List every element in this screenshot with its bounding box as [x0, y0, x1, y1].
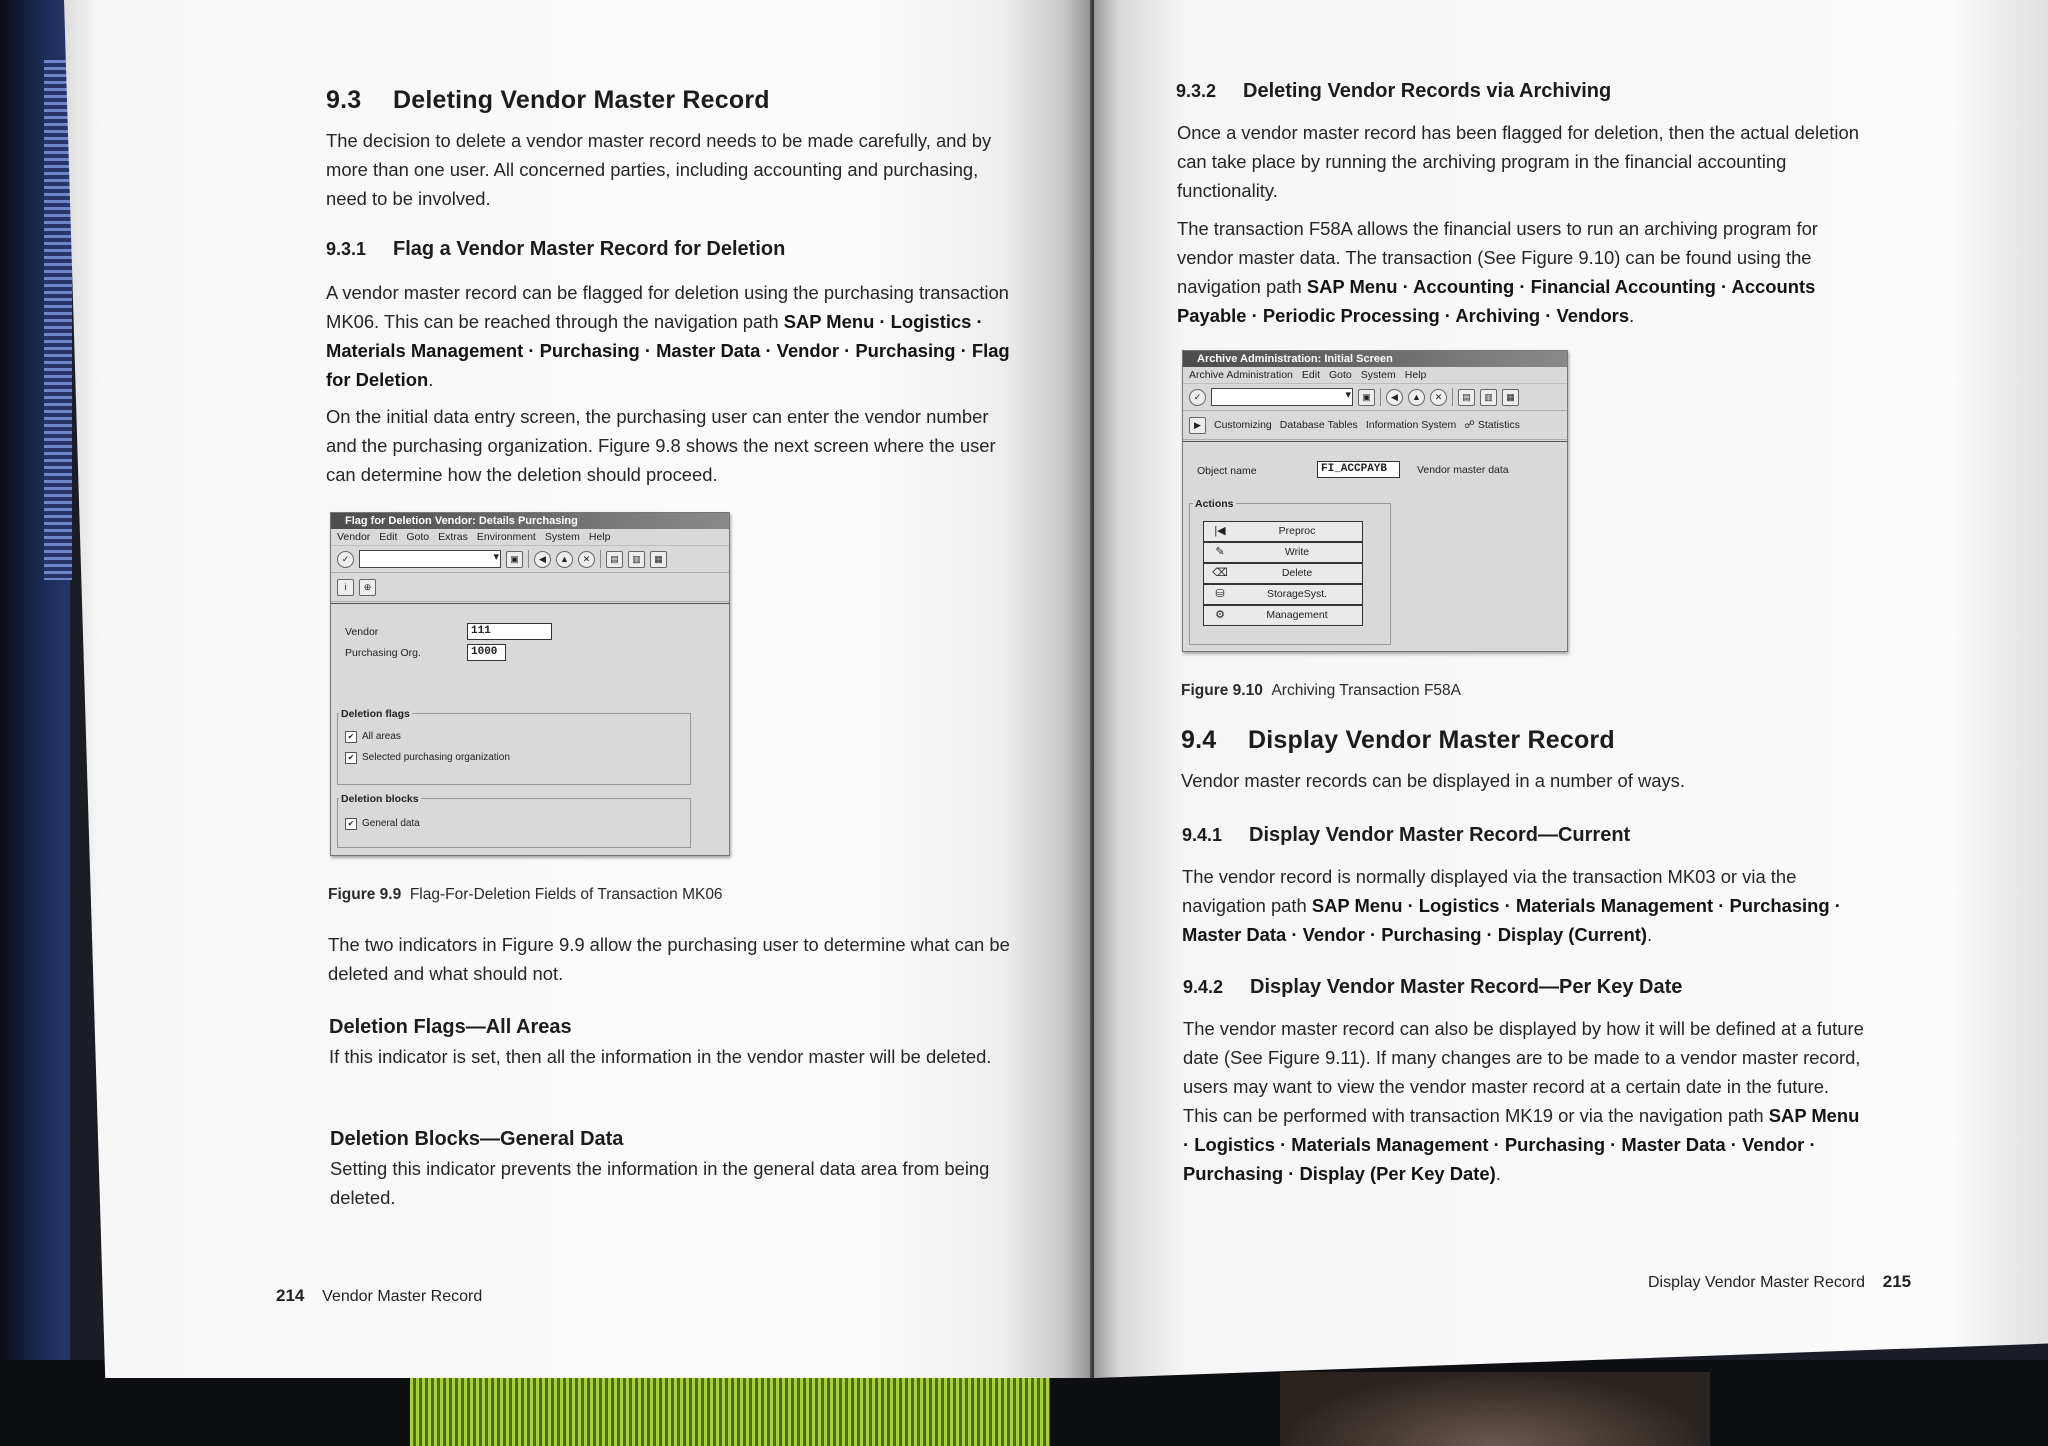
paragraph-text-end: . [1646, 924, 1653, 945]
paragraph-display-key-date [1183, 1014, 1867, 1188]
object-name-field[interactable]: FI_ACCPAYB [1317, 461, 1400, 478]
checkbox-all-areas[interactable]: ✔ All areas [345, 731, 401, 743]
section-number: 9.3 [326, 86, 362, 114]
paragraph-archiving-intro: Once a vendor master record has been flagged for deletion, then the actual deletion can take place by running the archiving program in the financial accounting functionality. [1177, 122, 1859, 201]
menu-goto[interactable]: Goto [1328, 369, 1352, 381]
toolbar-separator [600, 550, 601, 568]
navigation-path: SAP Menu · Logistics · Materials Management · Purchasing · Master Data · Vendor · Purchasing · Flag for Deletion [326, 311, 1010, 390]
management-icon: ⚙ [1215, 609, 1225, 621]
application-toolbar [1183, 411, 1567, 440]
management-label: Management [1266, 609, 1328, 621]
customizing-button[interactable]: Customizing [1214, 419, 1272, 431]
sap-window-flag-deletion [330, 512, 730, 856]
paragraph-text-end: . [1629, 305, 1635, 326]
deletion-blocks-title: Deletion blocks [341, 793, 419, 805]
vendor-field[interactable]: 111 [467, 623, 552, 640]
command-field[interactable] [359, 550, 501, 568]
cancel-icon[interactable]: ✕ [578, 551, 595, 568]
find-next-icon[interactable]: ▦ [1502, 389, 1519, 406]
right-page-footer [1648, 1272, 1911, 1292]
paragraph-flag-deletion [326, 278, 1012, 394]
enter-icon[interactable]: ✓ [1189, 389, 1206, 406]
deletion-flags-group [337, 713, 691, 785]
standard-toolbar [331, 546, 729, 573]
navigation-path: SAP Menu · Logistics · Materials Management · Purchasing · Master Data · Vendor · Purchasing · Display (Per Key Date) [1183, 1105, 1860, 1184]
menu-goto[interactable]: Goto [406, 531, 430, 543]
paragraph-initial-screen: On the initial data entry screen, the purchasing user can enter the vendor number and the purchasing organization. Figure 9.8 shows the next screen where the user can determine how the deletion should proceed. [326, 406, 996, 485]
section-heading-9-4-2 [1183, 976, 1682, 999]
paragraph-display-ways: Vendor master records can be displayed in a number of ways. [1181, 770, 1685, 791]
running-footer: Display Vendor Master Record [1648, 1274, 1865, 1291]
section-title: Display Vendor Master Record [1248, 726, 1615, 754]
other-vendor-icon[interactable]: ⊕ [359, 579, 376, 596]
execute-icon[interactable]: ▶ [1189, 417, 1206, 434]
standard-toolbar [1183, 384, 1567, 411]
sap-window-archive-admin [1182, 350, 1568, 652]
figure-number: Figure 9.10 [1181, 682, 1263, 699]
window-title: Archive Administration: Initial Screen [1183, 351, 1567, 367]
management-button[interactable] [1203, 605, 1363, 626]
section-heading-9-3-2 [1176, 80, 1611, 103]
toolbar-separator [528, 550, 529, 568]
left-page-footer [276, 1286, 482, 1306]
menu-bar [331, 529, 729, 546]
toolbar-separator [1380, 388, 1381, 406]
menu-edit[interactable]: Edit [1301, 369, 1320, 381]
delete-button[interactable] [1203, 563, 1363, 584]
page-number: 214 [276, 1286, 305, 1305]
section-number: 9.4.1 [1182, 825, 1223, 845]
preproc-label: Preproc [1278, 525, 1316, 537]
cancel-icon[interactable]: ✕ [1430, 389, 1447, 406]
preproc-icon: |◀ [1214, 525, 1226, 537]
save-icon[interactable]: ▣ [506, 551, 523, 568]
find-icon[interactable]: ▥ [628, 551, 645, 568]
menu-extras[interactable]: Extras [438, 531, 468, 543]
paragraph-text: The vendor master record can also be displayed by how it will be defined at a future date (See Figure 9.11). If many changes are to be made to a vendor master record, users may want to view the vendor master record at a certain date in the future. This can be performed with transaction MK19 or via the navigation path [1183, 1018, 1864, 1126]
storage-label: StorageSyst. [1266, 588, 1328, 600]
purchasing-org-label: Purchasing Org. [345, 647, 421, 659]
paragraph-text: The vendor record is normally displayed via the transaction MK03 or via the navigation path [1182, 866, 1797, 916]
back-icon[interactable]: ◀ [1386, 389, 1403, 406]
figure-number: Figure 9.9 [328, 886, 402, 903]
menu-vendor[interactable]: Vendor [337, 531, 371, 543]
menu-archive-administration[interactable]: Archive Administration [1189, 369, 1293, 381]
section-number: 9.4 [1181, 726, 1217, 754]
application-toolbar [331, 573, 729, 602]
section-heading-9-4-1 [1182, 824, 1630, 847]
paragraph-two-indicators: The two indicators in Figure 9.9 allow the purchasing user to determine what can be deleted and what should not. [328, 934, 1010, 984]
paragraph-text: A vendor master record can be flagged for deletion using the purchasing transaction MK06. This can be reached through the navigation path [326, 282, 1009, 332]
write-label: Write [1284, 546, 1310, 558]
figure-caption-9-10 [1181, 682, 1461, 700]
figure-caption-text: Flag-For-Deletion Fields of Transaction MK06 [409, 886, 723, 903]
paragraph-text-end: . [1495, 1163, 1501, 1184]
background-green-fabric [410, 1372, 1050, 1446]
menu-help[interactable]: Help [588, 531, 611, 543]
find-next-icon[interactable]: ▦ [650, 551, 667, 568]
enter-icon[interactable]: ✓ [337, 551, 354, 568]
divider [331, 603, 729, 604]
paragraph-intro: The decision to delete a vendor master record needs to be made carefully, and by more than one user. All concerned parties, including accounting and purchasing, need to be involved. [326, 130, 992, 209]
purchasing-org-field[interactable]: 1000 [467, 644, 506, 661]
section-heading-9-3-1 [326, 238, 785, 261]
menu-help[interactable]: Help [1404, 369, 1427, 381]
print-icon[interactable]: ▤ [1458, 389, 1475, 406]
paragraph-display-current [1182, 862, 1866, 949]
storage-system-button[interactable] [1203, 584, 1363, 605]
find-icon[interactable]: ▥ [1480, 389, 1497, 406]
paragraph-deletion-blocks: Setting this indicator prevents the information in the general data area from being deleted. [330, 1158, 990, 1208]
window-title: Flag for Deletion Vendor: Details Purchasing [331, 513, 729, 529]
database-tables-button[interactable]: Database Tables [1279, 419, 1358, 431]
preproc-button[interactable] [1203, 521, 1363, 542]
section-title: Display Vendor Master Record—Per Key Date [1250, 976, 1683, 998]
statistics-icon: ☍ [1464, 419, 1478, 431]
exit-icon[interactable]: ▲ [556, 551, 573, 568]
background-dark-object [1280, 1372, 1710, 1446]
delete-icon: ⌫ [1212, 567, 1228, 579]
figure-caption-text: Archiving Transaction F58A [1271, 682, 1462, 699]
write-icon: ✎ [1215, 546, 1225, 558]
save-icon[interactable]: ▣ [1358, 389, 1375, 406]
running-footer: Vendor Master Record [322, 1288, 483, 1305]
section-title: Flag a Vendor Master Record for Deletion [393, 238, 786, 260]
navigation-path: SAP Menu · Logistics · Materials Management · Purchasing · Master Data · Vendor · Purchasing · Display (Current) [1182, 895, 1841, 945]
object-description: Vendor master data [1417, 464, 1509, 476]
storage-icon: ⛁ [1215, 588, 1225, 600]
menu-system[interactable]: System [1360, 369, 1396, 381]
deletion-flags-title: Deletion flags [341, 708, 410, 720]
section-title: Deleting Vendor Master Record [393, 86, 770, 114]
toolbar-separator [1452, 388, 1453, 406]
divider [1183, 441, 1567, 442]
figure-caption-9-9 [328, 886, 723, 904]
write-button[interactable] [1203, 542, 1363, 563]
delete-label: Delete [1281, 567, 1313, 579]
information-system-button[interactable]: Information System [1365, 419, 1457, 431]
print-icon[interactable]: ▤ [606, 551, 623, 568]
command-field[interactable] [1211, 388, 1353, 406]
object-name-label: Object name [1197, 465, 1257, 477]
menu-environment[interactable]: Environment [476, 531, 536, 543]
statistics-button[interactable] [1464, 419, 1520, 431]
section-heading-9-3 [326, 86, 770, 115]
paragraph-deletion-flags: If this indicator is set, then all the information in the vendor master will be deleted. [329, 1046, 992, 1067]
section-heading-9-4 [1181, 726, 1615, 755]
section-number: 9.4.2 [1183, 977, 1224, 997]
section-title: Deleting Vendor Records via Archiving [1243, 80, 1612, 102]
paragraph-text-end: . [428, 369, 434, 390]
paragraph-f58a [1177, 214, 1861, 330]
menu-edit[interactable]: Edit [379, 531, 398, 543]
subheading-deletion-flags: Deletion Flags—All Areas [329, 1016, 572, 1038]
exit-icon[interactable]: ▲ [1408, 389, 1425, 406]
vendor-label: Vendor [345, 626, 379, 638]
statistics-label: Statistics [1477, 419, 1520, 431]
actions-title: Actions [1195, 498, 1234, 510]
menu-bar [1183, 367, 1567, 384]
section-number: 9.3.1 [326, 239, 367, 259]
page-number: 215 [1882, 1272, 1912, 1291]
background-stripes [44, 60, 72, 580]
subheading-deletion-blocks: Deletion Blocks—General Data [330, 1128, 624, 1150]
paragraph-text: The transaction F58A allows the financial users to run an archiving program for vendor master data. The transaction (See Figure 9.10) can be found using the navigation path [1177, 218, 1818, 297]
section-number: 9.3.2 [1176, 81, 1217, 101]
checkbox-general-data[interactable]: ✔ General data [345, 818, 420, 830]
section-title: Display Vendor Master Record—Current [1249, 824, 1631, 846]
navigation-path: SAP Menu · Accounting · Financial Accounting · Accounts Payable · Periodic Processing · Archiving · Vendors [1177, 276, 1816, 326]
menu-system[interactable]: System [544, 531, 580, 543]
checkbox-selected-purchasing-org[interactable]: ✔ Selected purchasing organization [345, 752, 510, 764]
back-icon[interactable]: ◀ [534, 551, 551, 568]
info-icon[interactable]: i [337, 579, 354, 596]
